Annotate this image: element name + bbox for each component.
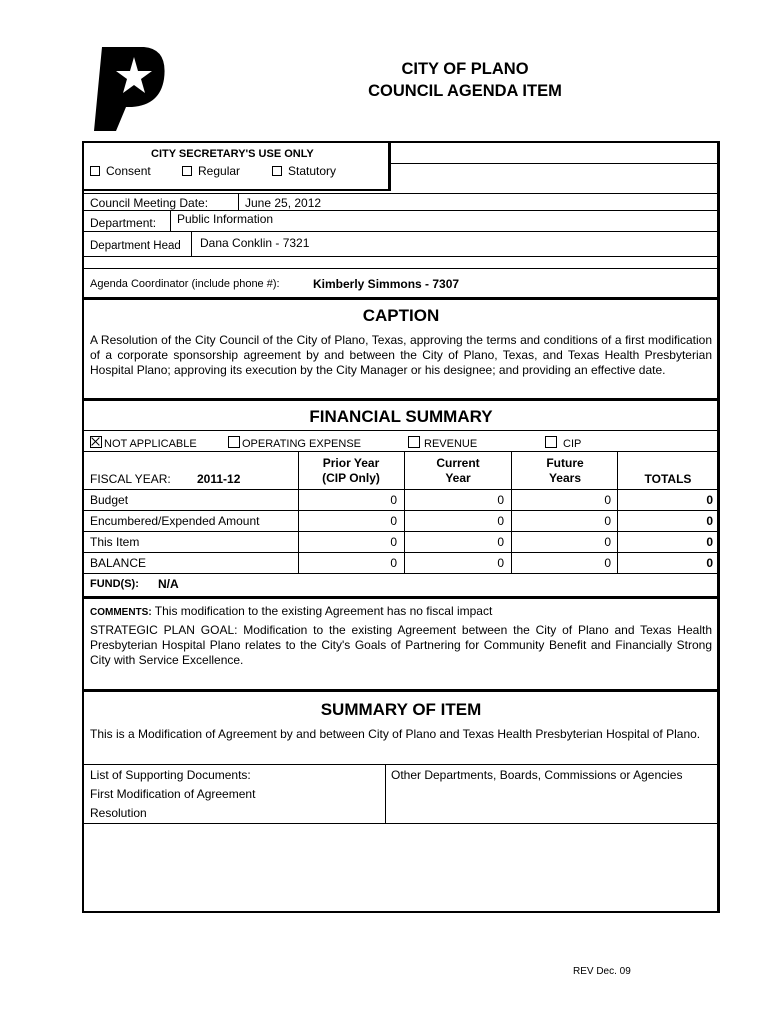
operating-expense-checkbox[interactable]	[228, 436, 240, 448]
option-revenue[interactable]: REVENUE	[408, 436, 477, 450]
summary-heading: SUMMARY OF ITEM	[320, 700, 482, 719]
cell-balance-prior: 0	[390, 556, 397, 570]
cell-budget-current[interactable]: 0	[497, 493, 504, 507]
checkbox-consent[interactable]: Consent	[90, 164, 151, 178]
other-departments-label: Other Departments, Boards, Commissions or Agencies	[391, 768, 683, 782]
option-operating-expense[interactable]: OPERATING EXPENSE	[228, 436, 361, 450]
regular-checkbox[interactable]	[182, 166, 192, 176]
row-label-balance: BALANCE	[90, 556, 147, 570]
meeting-date-label: Council Meeting Date:	[90, 196, 209, 210]
supporting-docs-label: List of Supporting Documents:	[90, 768, 251, 782]
row-label-budget: Budget	[90, 493, 129, 507]
funds-value[interactable]: N/A	[158, 577, 179, 591]
col-header-current-year: Current Year	[436, 456, 480, 485]
checkbox-regular[interactable]: Regular	[182, 164, 240, 178]
caption-text: A Resolution of the City Council of the City of Plano, Texas, approving the terms and conditions of a first modification of a corporate sponsorship agreement by and between the City of Plano, Texas, and Texas Health Presbyterian Hospital Plano; approving its execution by the City Manager or his designee; and providing an effective date.	[90, 333, 712, 377]
statutory-checkbox[interactable]	[272, 166, 282, 176]
caption-heading: CAPTION	[362, 306, 440, 325]
comments-label: COMMENTS:	[90, 607, 152, 618]
department-label: Department:	[90, 216, 157, 230]
cell-this-item-future[interactable]: 0	[604, 535, 611, 549]
col-header-prior-year: Prior Year (CIP Only)	[322, 456, 380, 485]
consent-checkbox[interactable]	[90, 166, 100, 176]
page-title	[330, 58, 600, 102]
cell-encumbered-total: 0	[706, 514, 713, 528]
coordinator-label: Agenda Coordinator (include phone #):	[90, 278, 280, 290]
col-header-totals: TOTALS	[644, 472, 692, 486]
cell-budget-prior[interactable]: 0	[390, 493, 397, 507]
cell-this-item-prior[interactable]: 0	[390, 535, 397, 549]
city-logo	[92, 45, 170, 133]
department-head-value[interactable]: Dana Conklin - 7321	[200, 236, 310, 250]
supporting-doc-item[interactable]: First Modification of Agreement	[90, 787, 256, 801]
fiscal-year-value[interactable]: 2011-12	[197, 472, 241, 486]
coordinator-value[interactable]: Kimberly Simmons - 7307	[313, 277, 460, 291]
department-head-label: Department Head	[90, 240, 181, 252]
title-line-2: COUNCIL AGENDA ITEM	[368, 82, 562, 100]
col-header-future-years: Future Years	[546, 456, 584, 485]
option-cip[interactable]: CIP	[545, 436, 581, 450]
row-label-this-item: This Item	[90, 535, 140, 549]
cell-budget-total: 0	[706, 493, 713, 507]
cell-balance-future: 0	[604, 556, 611, 570]
financial-heading: FINANCIAL SUMMARY	[309, 407, 493, 426]
revision-note: REV Dec. 09	[573, 966, 631, 977]
secretary-heading: CITY SECRETARY'S USE ONLY	[151, 148, 314, 160]
cell-encumbered-prior[interactable]: 0	[390, 514, 397, 528]
cell-this-item-total: 0	[706, 535, 713, 549]
cell-encumbered-future[interactable]: 0	[604, 514, 611, 528]
supporting-doc-item[interactable]: Resolution	[90, 806, 147, 820]
cell-balance-total: 0	[706, 556, 713, 570]
cell-budget-future[interactable]: 0	[604, 493, 611, 507]
title-line-1: CITY OF PLANO	[401, 60, 529, 78]
cell-encumbered-current[interactable]: 0	[497, 514, 504, 528]
option-not-applicable[interactable]: NOT APPLICABLE	[90, 436, 197, 450]
funds-label: FUND(S):	[90, 578, 139, 590]
fiscal-year-label: FISCAL YEAR:	[90, 472, 171, 486]
strategic-plan-goal: STRATEGIC PLAN GOAL: Modification to the existing Agreement between the City of Plano and Texas Health Presbyterian Hospital Plano relates to the City's Goals of Partnering for Community Benefit and Financially Strong City with Service Excellence.	[90, 623, 712, 667]
cell-balance-current: 0	[497, 556, 504, 570]
row-label-encumbered: Encumbered/Expended Amount	[90, 514, 260, 528]
revenue-checkbox[interactable]	[408, 436, 420, 448]
department-value[interactable]: Public Information	[177, 212, 274, 226]
meeting-date-value[interactable]: June 25, 2012	[245, 196, 322, 210]
summary-text: This is a Modification of Agreement by and between City of Plano and Texas Health Presbyterian Hospital of Plano.	[90, 727, 701, 741]
cip-checkbox[interactable]	[545, 436, 557, 448]
cell-this-item-current[interactable]: 0	[497, 535, 504, 549]
not-applicable-checkbox[interactable]	[90, 436, 102, 448]
comments-line	[90, 604, 492, 618]
comments-text[interactable]: This modification to the existing Agreement has no fiscal impact	[154, 604, 493, 618]
checkbox-statutory[interactable]: Statutory	[272, 164, 336, 178]
